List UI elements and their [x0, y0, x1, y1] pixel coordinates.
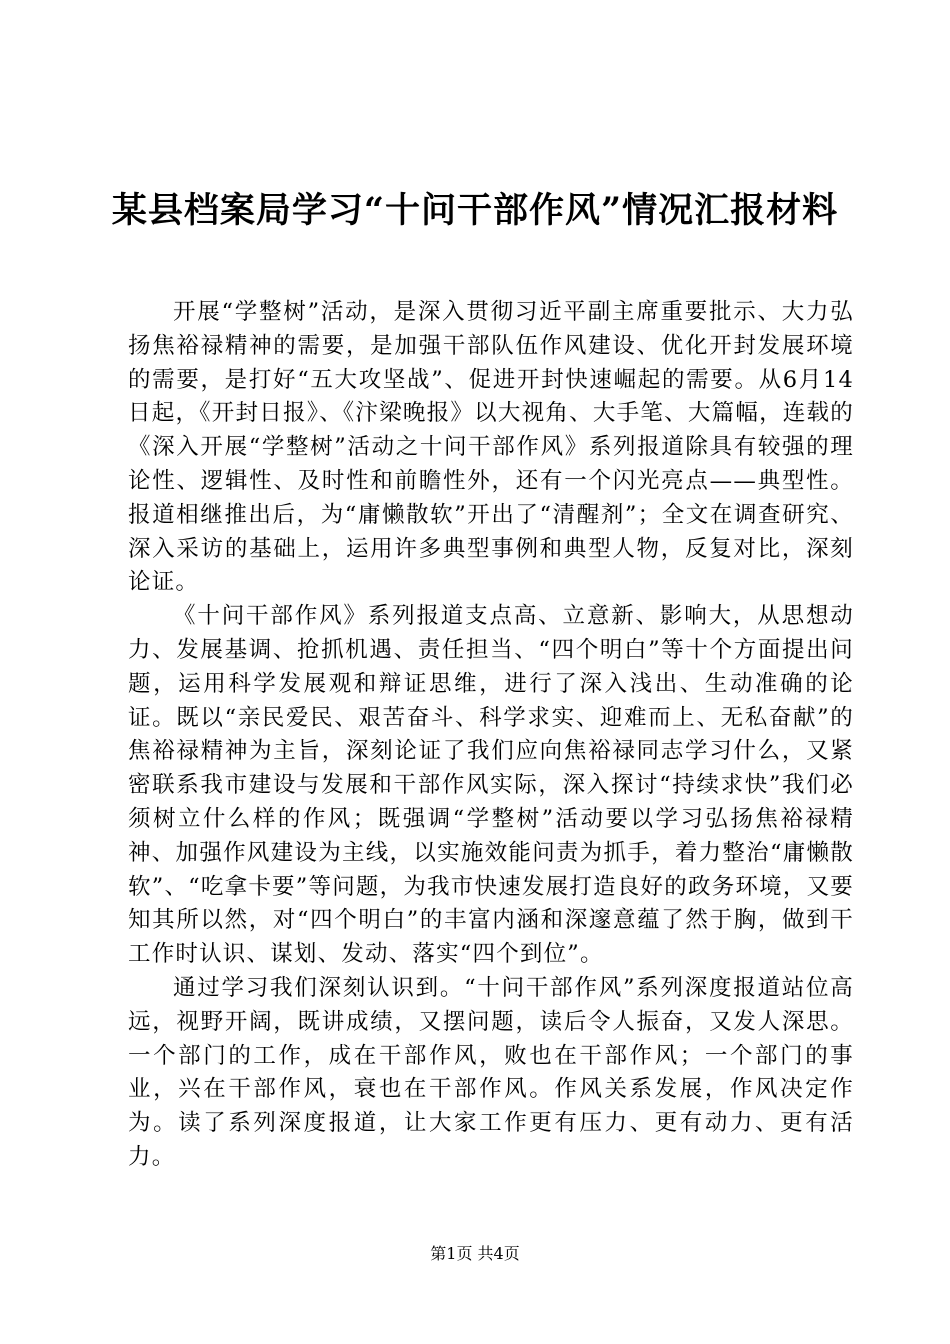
- document-title: 某县档案局学习“十问干部作风”情况汇报材料: [111, 190, 839, 231]
- body-paragraph-3: 通过学习我们深刻认识到。“十问干部作风”系列深度报道站位高远，视野开阔，既讲成绩，又摆问题，读后令人振奋，又发人深思。一个部门的工作，成在干部作风，败也在干部作风；一个部门的事业，兴在干部作风，衰也在干部作风。作风关系发展，作风决定作为。读了系列深度报道，让大家工作更有压力、更有动力、更有活力。: [128, 974, 854, 1170]
- document-body: [128, 296, 854, 1175]
- body-paragraph-2: 《十问干部作风》系列报道支点高、立意新、影响大，从思想动力、发展基调、抢抓机遇、责任担当、“四个明白”等十个方面提出问题，运用科学发展观和辩证思维，进行了深入浅出、生动准确的论证。既以“亲民爱民、艰苦奋斗、科学求实、迎难而上、无私奋献”的焦裕禄精神为主旨，深刻论证了我们应向焦裕禄同志学习什么，又紧密联系我市建设与发展和干部作风实际，深入探讨“持续求快”我们必须树立什么样的作风；既强调“学整树”活动要以学习弘扬焦裕禄精神、加强作风建设为主线，以实施效能问责为抓手，着力整治“庸懒散软”、“吃拿卡要”等问题，为我市快速发展打造良好的政务环境，又要知其所以然，对“四个明白”的丰富内涵和深邃意蕴了然于胸，做到干工作时认识、谋划、发动、落实“四个到位”。: [128, 603, 854, 968]
- body-paragraph-1: 开展“学整树”活动，是深入贯彻习近平副主席重要批示、大力弘扬焦裕禄精神的需要，是加强干部队伍作风建设、优化开封发展环境的需要，是打好“五大攻坚战”、促进开封快速崛起的需要。从6月14日起，《开封日报》、《汴梁晚报》以大视角、大手笔、大篇幅，连载的《深入开展“学整树”活动之十问干部作风》系列报道除具有较强的理论性、逻辑性、及时性和前瞻性外，还有一个闪光亮点——典型性。报道相继推出后，为“庸懒散软”开出了“清醒剂”；全文在调查研究、深入采访的基础上，运用许多典型事例和典型人物，反复对比，深刻论证。: [128, 299, 854, 596]
- page-number-footer: 第1页 共4页: [430, 1244, 520, 1263]
